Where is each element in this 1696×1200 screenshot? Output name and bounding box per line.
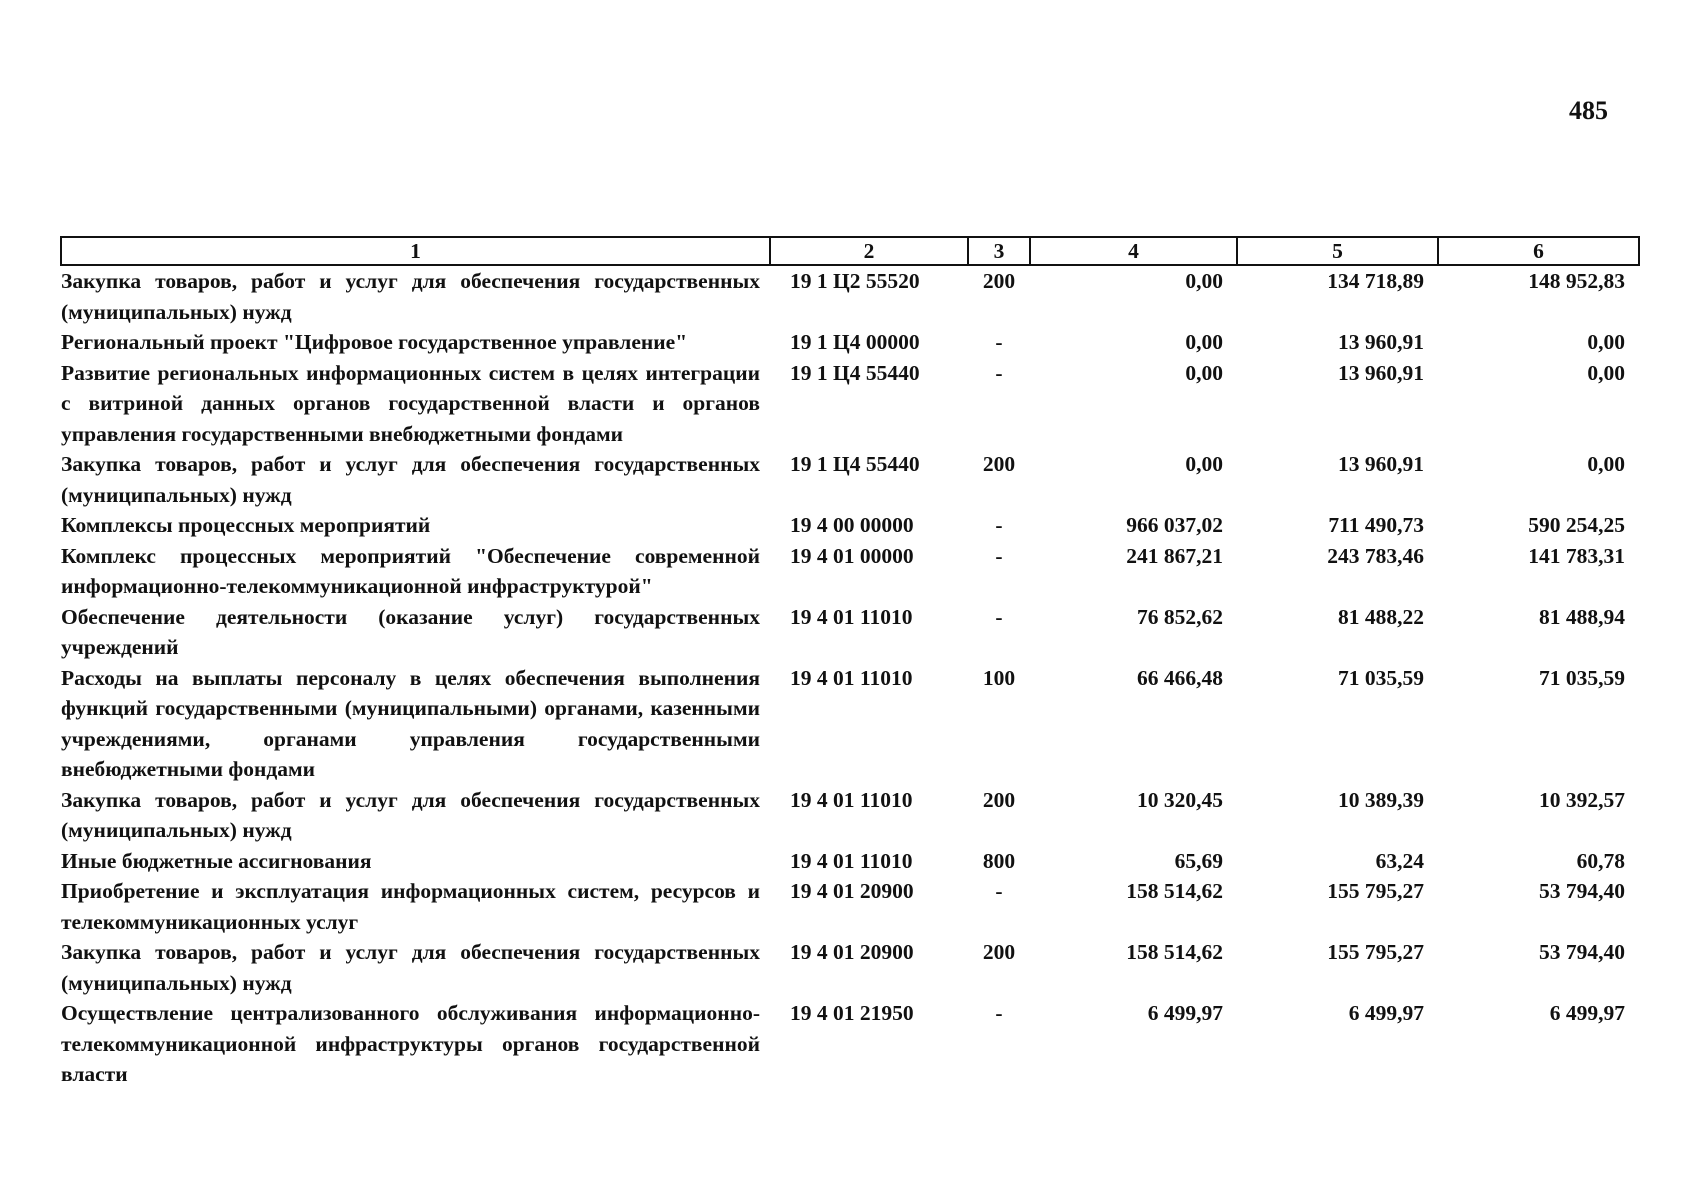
row-value-6: 10 392,57 <box>1539 787 1625 812</box>
row-code: 19 1 Ц2 55520 <box>790 269 920 293</box>
row-name: Комплексы процессных мероприятий <box>61 513 431 537</box>
row-value-5: 134 718,89 <box>1327 269 1424 293</box>
row-code: 19 4 01 20900 <box>790 879 914 903</box>
row-value-5: 63,24 <box>1375 848 1424 873</box>
table-row <box>61 541 1639 602</box>
row-name: Приобретение и эксплуатация информационных систем, ресурсов и телекоммуникационных услуг <box>61 879 760 934</box>
row-value-6: 81 488,94 <box>1539 604 1625 629</box>
row-expense-type: 200 <box>982 940 1016 964</box>
row-expense-type: 800 <box>982 848 1016 873</box>
row-value-5: 81 488,22 <box>1338 604 1424 629</box>
row-name: Закупка товаров, работ и услуг для обеспечения государственных (муниципальных) нужд <box>61 269 760 324</box>
row-expense-type: - <box>995 360 1003 385</box>
row-code: 19 1 Ц4 00000 <box>790 330 920 354</box>
row-value-6: 53 794,40 <box>1539 879 1625 903</box>
row-value-4: 0,00 <box>1185 452 1223 476</box>
row-code: 19 4 01 00000 <box>790 543 914 568</box>
row-value-4: 65,69 <box>1174 848 1223 873</box>
column-header: 3 <box>968 237 1030 265</box>
row-value-5: 13 960,91 <box>1338 452 1424 476</box>
row-value-6: 141 783,31 <box>1528 543 1625 568</box>
row-value-6: 148 952,83 <box>1528 269 1625 293</box>
row-value-4: 0,00 <box>1185 330 1223 354</box>
row-code: 19 4 01 11010 <box>790 787 913 812</box>
row-name: Закупка товаров, работ и услуг для обеспечения государственных (муниципальных) нужд <box>61 787 760 842</box>
row-expense-type: - <box>995 879 1003 903</box>
row-value-5: 155 795,27 <box>1327 940 1424 964</box>
row-value-4: 158 514,62 <box>1126 879 1223 903</box>
column-header: 1 <box>61 237 770 265</box>
row-name: Закупка товаров, работ и услуг для обеспечения государственных (муниципальных) нужд <box>61 452 760 507</box>
row-value-5: 10 389,39 <box>1338 787 1424 812</box>
row-expense-type: 200 <box>982 269 1016 293</box>
table-row <box>61 846 1639 877</box>
column-header: 4 <box>1030 237 1237 265</box>
row-value-4: 0,00 <box>1185 269 1223 293</box>
row-value-6: 6 499,97 <box>1549 1001 1625 1025</box>
row-value-5: 13 960,91 <box>1338 330 1424 354</box>
row-name: Закупка товаров, работ и услуг для обеспечения государственных (муниципальных) нужд <box>61 940 760 995</box>
column-header: 6 <box>1438 237 1639 265</box>
row-value-6: 0,00 <box>1587 360 1625 385</box>
row-code: 19 4 01 20900 <box>790 940 914 964</box>
row-name: Комплекс процессных мероприятий "Обеспечение современной информационно-телекоммуникационной инфраструктурой" <box>61 543 760 598</box>
table-row <box>61 265 1639 327</box>
table-row <box>61 602 1639 663</box>
row-name: Иные бюджетные ассигнования <box>61 848 372 873</box>
row-code: 19 1 Ц4 55440 <box>790 452 920 476</box>
column-header: 5 <box>1237 237 1438 265</box>
row-name: Развитие региональных информационных систем в целях интеграции с витриной данных органов государственной власти и органов управления государственными внебюджетными фондами <box>61 360 760 446</box>
row-name: Осуществление централизованного обслуживания информационно-телекоммуникационной инфраструктуры органов государственной власти <box>61 1001 760 1086</box>
table-row <box>61 327 1639 358</box>
table-row <box>61 449 1639 510</box>
header-row <box>61 237 1639 265</box>
row-value-5: 71 035,59 <box>1338 665 1424 690</box>
budget-table <box>60 236 1640 1090</box>
table-row <box>61 663 1639 785</box>
row-code: 19 1 Ц4 55440 <box>790 360 920 385</box>
row-value-6: 53 794,40 <box>1539 940 1625 964</box>
row-value-5: 243 783,46 <box>1327 543 1424 568</box>
row-value-5: 6 499,97 <box>1348 1001 1424 1025</box>
row-value-6: 60,78 <box>1576 848 1625 873</box>
row-code: 19 4 01 11010 <box>790 604 913 629</box>
row-value-4: 66 466,48 <box>1137 665 1223 690</box>
row-expense-type: - <box>995 604 1003 629</box>
row-expense-type: - <box>995 1001 1003 1025</box>
row-expense-type: - <box>995 513 1003 537</box>
row-name: Расходы на выплаты персоналу в целях обеспечения выполнения функций государственными (муниципальными) органами, казенными учреждениями, органами управления государственными внебюджетными фондами <box>61 665 760 781</box>
row-code: 19 4 01 11010 <box>790 665 913 690</box>
row-value-4: 0,00 <box>1185 360 1223 385</box>
table-row <box>61 998 1639 1090</box>
row-value-4: 241 867,21 <box>1126 543 1223 568</box>
row-value-5: 155 795,27 <box>1327 879 1424 903</box>
row-value-6: 71 035,59 <box>1539 665 1625 690</box>
row-value-5: 13 960,91 <box>1338 360 1424 385</box>
table-row <box>61 510 1639 541</box>
table-row <box>61 876 1639 937</box>
row-value-4: 966 037,02 <box>1126 513 1223 537</box>
table-row <box>61 358 1639 450</box>
row-value-5: 711 490,73 <box>1328 513 1424 537</box>
row-name: Обеспечение деятельности (оказание услуг) государственных учреждений <box>61 604 760 659</box>
row-code: 19 4 00 00000 <box>790 513 914 537</box>
column-header: 2 <box>770 237 968 265</box>
table-row <box>61 937 1639 998</box>
row-expense-type: 100 <box>982 665 1016 690</box>
row-value-4: 10 320,45 <box>1137 787 1223 812</box>
row-expense-type: - <box>995 330 1003 354</box>
row-code: 19 4 01 11010 <box>790 848 913 873</box>
page-number: 485 <box>1569 96 1608 125</box>
row-value-6: 0,00 <box>1587 452 1625 476</box>
row-expense-type: - <box>995 543 1003 568</box>
row-value-6: 590 254,25 <box>1528 513 1625 537</box>
row-value-4: 6 499,97 <box>1147 1001 1223 1025</box>
row-name: Региональный проект "Цифровое государственное управление" <box>61 330 688 354</box>
row-value-4: 76 852,62 <box>1137 604 1223 629</box>
row-value-6: 0,00 <box>1587 330 1625 354</box>
table-row <box>61 785 1639 846</box>
row-value-4: 158 514,62 <box>1126 940 1223 964</box>
row-expense-type: 200 <box>982 787 1016 812</box>
row-expense-type: 200 <box>982 452 1016 476</box>
row-code: 19 4 01 21950 <box>790 1001 914 1025</box>
